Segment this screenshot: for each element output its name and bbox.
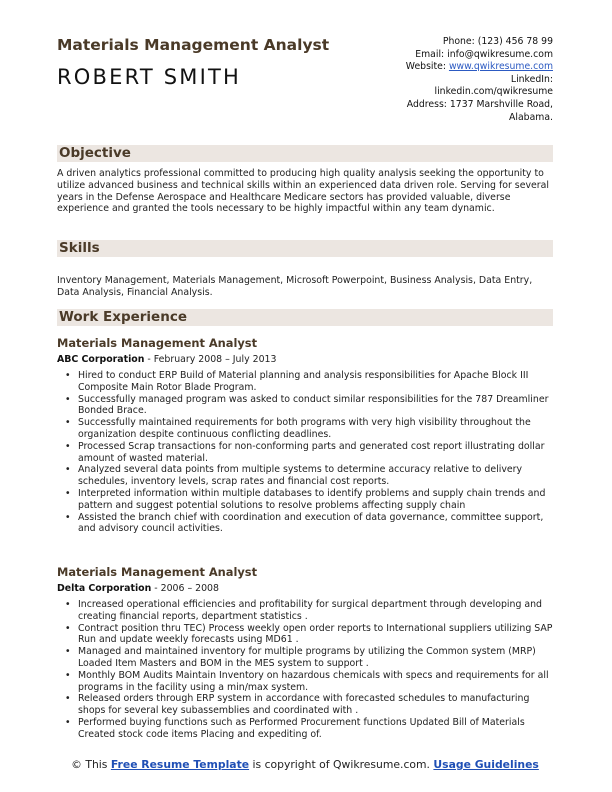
list-item: • Assisted the branch chief with coordination and execution of data governance, committee support, and advisory council activities. xyxy=(57,512,553,536)
website-link[interactable]: www.qwikresume.com xyxy=(448,61,553,73)
list-item: • Successfully managed program was asked to conduct similar responsibilities for the 787 Dreamliner Bonded Brace. xyxy=(57,394,553,418)
list-item: • Monthly BOM Audits Maintain Inventory on hazardous chemicals with specs and requirements for all programs in the facility using a min/max system. xyxy=(57,670,553,694)
job-2-bullets xyxy=(57,599,553,741)
job-2-dates: - 2006 – 2008 xyxy=(151,583,219,594)
job-title: Materials Management Analyst xyxy=(57,36,330,54)
copyright-footer xyxy=(57,758,553,771)
contact-email: Email: info@qwikresume.com xyxy=(415,48,553,60)
free-resume-template-link[interactable]: Free Resume Template xyxy=(110,758,250,771)
contact-address-line1: Address: 1737 Marshville Road, xyxy=(406,98,553,110)
footer-prefix: © This xyxy=(71,758,111,771)
objective-text: A driven analytics professional committed to producing high quality analysis seeking the opportunity to utilize advanced business and technical skills within an experienced data driven role. Serving for several years in the Defense Aerospace and Healthcare Medicare sectors has provided valuable, diverse experience and granted the tools necessary to be highly impactful within any team dynamic. xyxy=(57,168,549,215)
list-item: • Hired to conduct ERP Build of Material planning and analysis responsibilities for Apache Block III Composite Main Rotor Blade Program. xyxy=(57,370,553,394)
website-label: Website: xyxy=(405,61,449,73)
contact-linkedin-value: linkedin.com/qwikresume xyxy=(434,86,553,98)
job-1-dates: - February 2008 – July 2013 xyxy=(144,354,277,365)
list-item: • Contract position thru TEC) Process weekly open order reports to International suppliers utilizing SAP Run and update weekly forecasts using MD61 . xyxy=(57,623,553,647)
experience-heading: Work Experience xyxy=(59,309,187,325)
job-1-company: ABC Corporation xyxy=(57,354,145,365)
skills-heading: Skills xyxy=(59,240,100,256)
job-1-bullets xyxy=(57,370,553,535)
job-2-title: Materials Management Analyst xyxy=(57,565,258,579)
list-item: • Released orders through ERP system in accordance with forecasted schedules to manufacturing shops for several key subassemblies and coordinated with . xyxy=(57,693,553,717)
list-item: • Analyzed several data points from multiple systems to determine accuracy relative to delivery schedules, inventory levels, scrap rates and financial cost reports. xyxy=(57,464,553,488)
contact-linkedin-label: LinkedIn: xyxy=(510,73,553,85)
contact-address-line2: Alabama. xyxy=(509,111,553,123)
candidate-name: ROBERT SMITH xyxy=(57,65,242,89)
skills-text: Inventory Management, Materials Management, Microsoft Powerpoint, Business Analysis, Data Entry, Data Analysis, Financial Analysis. xyxy=(57,275,533,298)
contact-website xyxy=(353,61,553,74)
contact-phone: Phone: (123) 456 78 99 xyxy=(442,36,553,47)
list-item: • Increased operational efficiencies and profitability for surgical department through developing and creating financial reports, department statistics . xyxy=(57,599,553,623)
job-2-company: Delta Corporation xyxy=(57,583,152,594)
resume-header xyxy=(57,36,553,131)
job-1-title: Materials Management Analyst xyxy=(57,336,258,350)
job-1-company-line xyxy=(57,354,276,365)
skills-heading-bar xyxy=(57,240,553,257)
objective-heading-bar xyxy=(57,145,553,162)
list-item: • Successfully maintained requirements for both programs with very high visibility throughout the organization despite continuous conflicting deadlines. xyxy=(57,417,553,441)
usage-guidelines-link[interactable]: Usage Guidelines xyxy=(433,758,539,771)
job-2-company-line xyxy=(57,583,219,594)
experience-heading-bar xyxy=(57,309,553,326)
list-item: • Managed and maintained inventory for multiple programs by utilizing the Common system (MRP) Loaded Item Masters and BOM in the MES system to support . xyxy=(57,646,553,670)
objective-heading: Objective xyxy=(59,145,131,161)
footer-middle: is copyright of Qwikresume.com. xyxy=(249,758,434,771)
contact-block xyxy=(353,36,553,124)
list-item: • Interpreted information within multiple databases to identify problems and supply chain trends and pattern and suggest potential solutions to resolve problems affecting supply chain xyxy=(57,488,553,512)
list-item: • Processed Scrap transactions for non-conforming parts and generated cost report illustrating dollar amount of wasted material. xyxy=(57,441,553,465)
list-item: • Performed buying functions such as Performed Procurement functions Updated Bill of Materials Created stock code items Placing and expediting of. xyxy=(57,717,553,741)
